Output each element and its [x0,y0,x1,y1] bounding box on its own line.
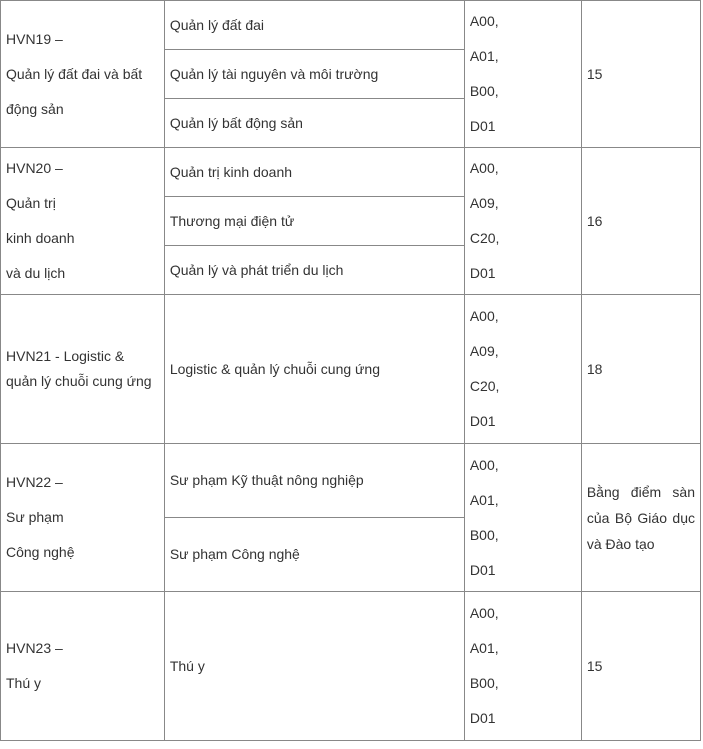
program-code: HVN23 – [6,640,63,656]
score-cell: 16 [581,148,700,295]
subject-combination: A09, [469,195,499,211]
subject-combination: B00, [469,675,499,691]
score-cell [581,444,700,592]
score-cell: 18 [581,295,700,444]
score-cell: 15 [581,1,700,148]
subject-combination: D01 [469,710,496,726]
subject-combination: A00, [469,605,499,621]
subject-combination-cell [464,1,581,148]
score-text: Bằng điểm sàn của Bộ Giáo dục và Đào tạo [586,483,695,552]
subject-combination: D01 [469,118,496,134]
program-name-line: Công nghệ [6,544,75,560]
major-cell: Sư phạm Công nghệ [164,518,464,592]
program-name-line: Thú y [6,675,42,691]
subject-combination-cell [464,295,581,444]
program-name-line: Quản trị [6,195,56,211]
table-row [1,148,701,197]
program-code-cell [1,1,165,148]
subject-combination: C20, [469,378,500,394]
major-cell: Quản trị kinh doanh [164,148,464,197]
subject-combination: B00, [469,83,499,99]
table-row [1,592,701,741]
program-name: Quản lý đất đai và bất động sản [6,65,143,117]
score-cell: 15 [581,592,700,741]
program-code-cell: HVN21 - Logistic & quản lý chuỗi cung ứng [1,295,165,444]
program-code: HVN22 – [6,474,63,490]
major-cell: Quản lý và phát triển du lịch [164,246,464,295]
major-cell: Quản lý bất động sản [164,99,464,148]
subject-combination: A00, [469,160,499,176]
program-name-line: và du lịch [6,265,66,281]
subject-combination: A01, [469,491,499,508]
subject-combination: A00, [469,456,499,473]
program-code-cell [1,592,165,741]
program-code: HVN19 – [6,30,63,47]
subject-combination: A01, [469,48,499,64]
subject-combination-cell [464,592,581,741]
table-row [1,444,701,518]
program-name-line: Sư phạm [6,509,64,525]
table-row [1,1,701,50]
subject-combination-cell [464,148,581,295]
subject-combination: A01, [469,640,499,656]
subject-combination: D01 [469,561,496,578]
subject-combination: A00, [469,13,499,29]
program-name-line: kinh doanh [6,230,75,246]
subject-combination: B00, [469,526,499,543]
major-cell: Thương mại điện tử [164,197,464,246]
subject-combination: D01 [469,413,496,429]
table-row [1,295,701,444]
major-cell: Sư phạm Kỹ thuật nông nghiệp [164,444,464,518]
major-cell: Thú y [164,592,464,741]
subject-combination: D01 [469,265,496,281]
subject-combination-cell [464,444,581,592]
subject-combination: C20, [469,230,500,246]
major-cell: Quản lý đất đai [164,1,464,50]
major-cell: Quản lý tài nguyên và môi trường [164,50,464,99]
subject-combination: A00, [469,308,499,324]
program-code: HVN20 – [6,160,63,176]
program-code-cell [1,148,165,295]
subject-combination: A09, [469,343,499,359]
major-cell: Logistic & quản lý chuỗi cung ứng [164,295,464,444]
program-code-cell [1,444,165,592]
